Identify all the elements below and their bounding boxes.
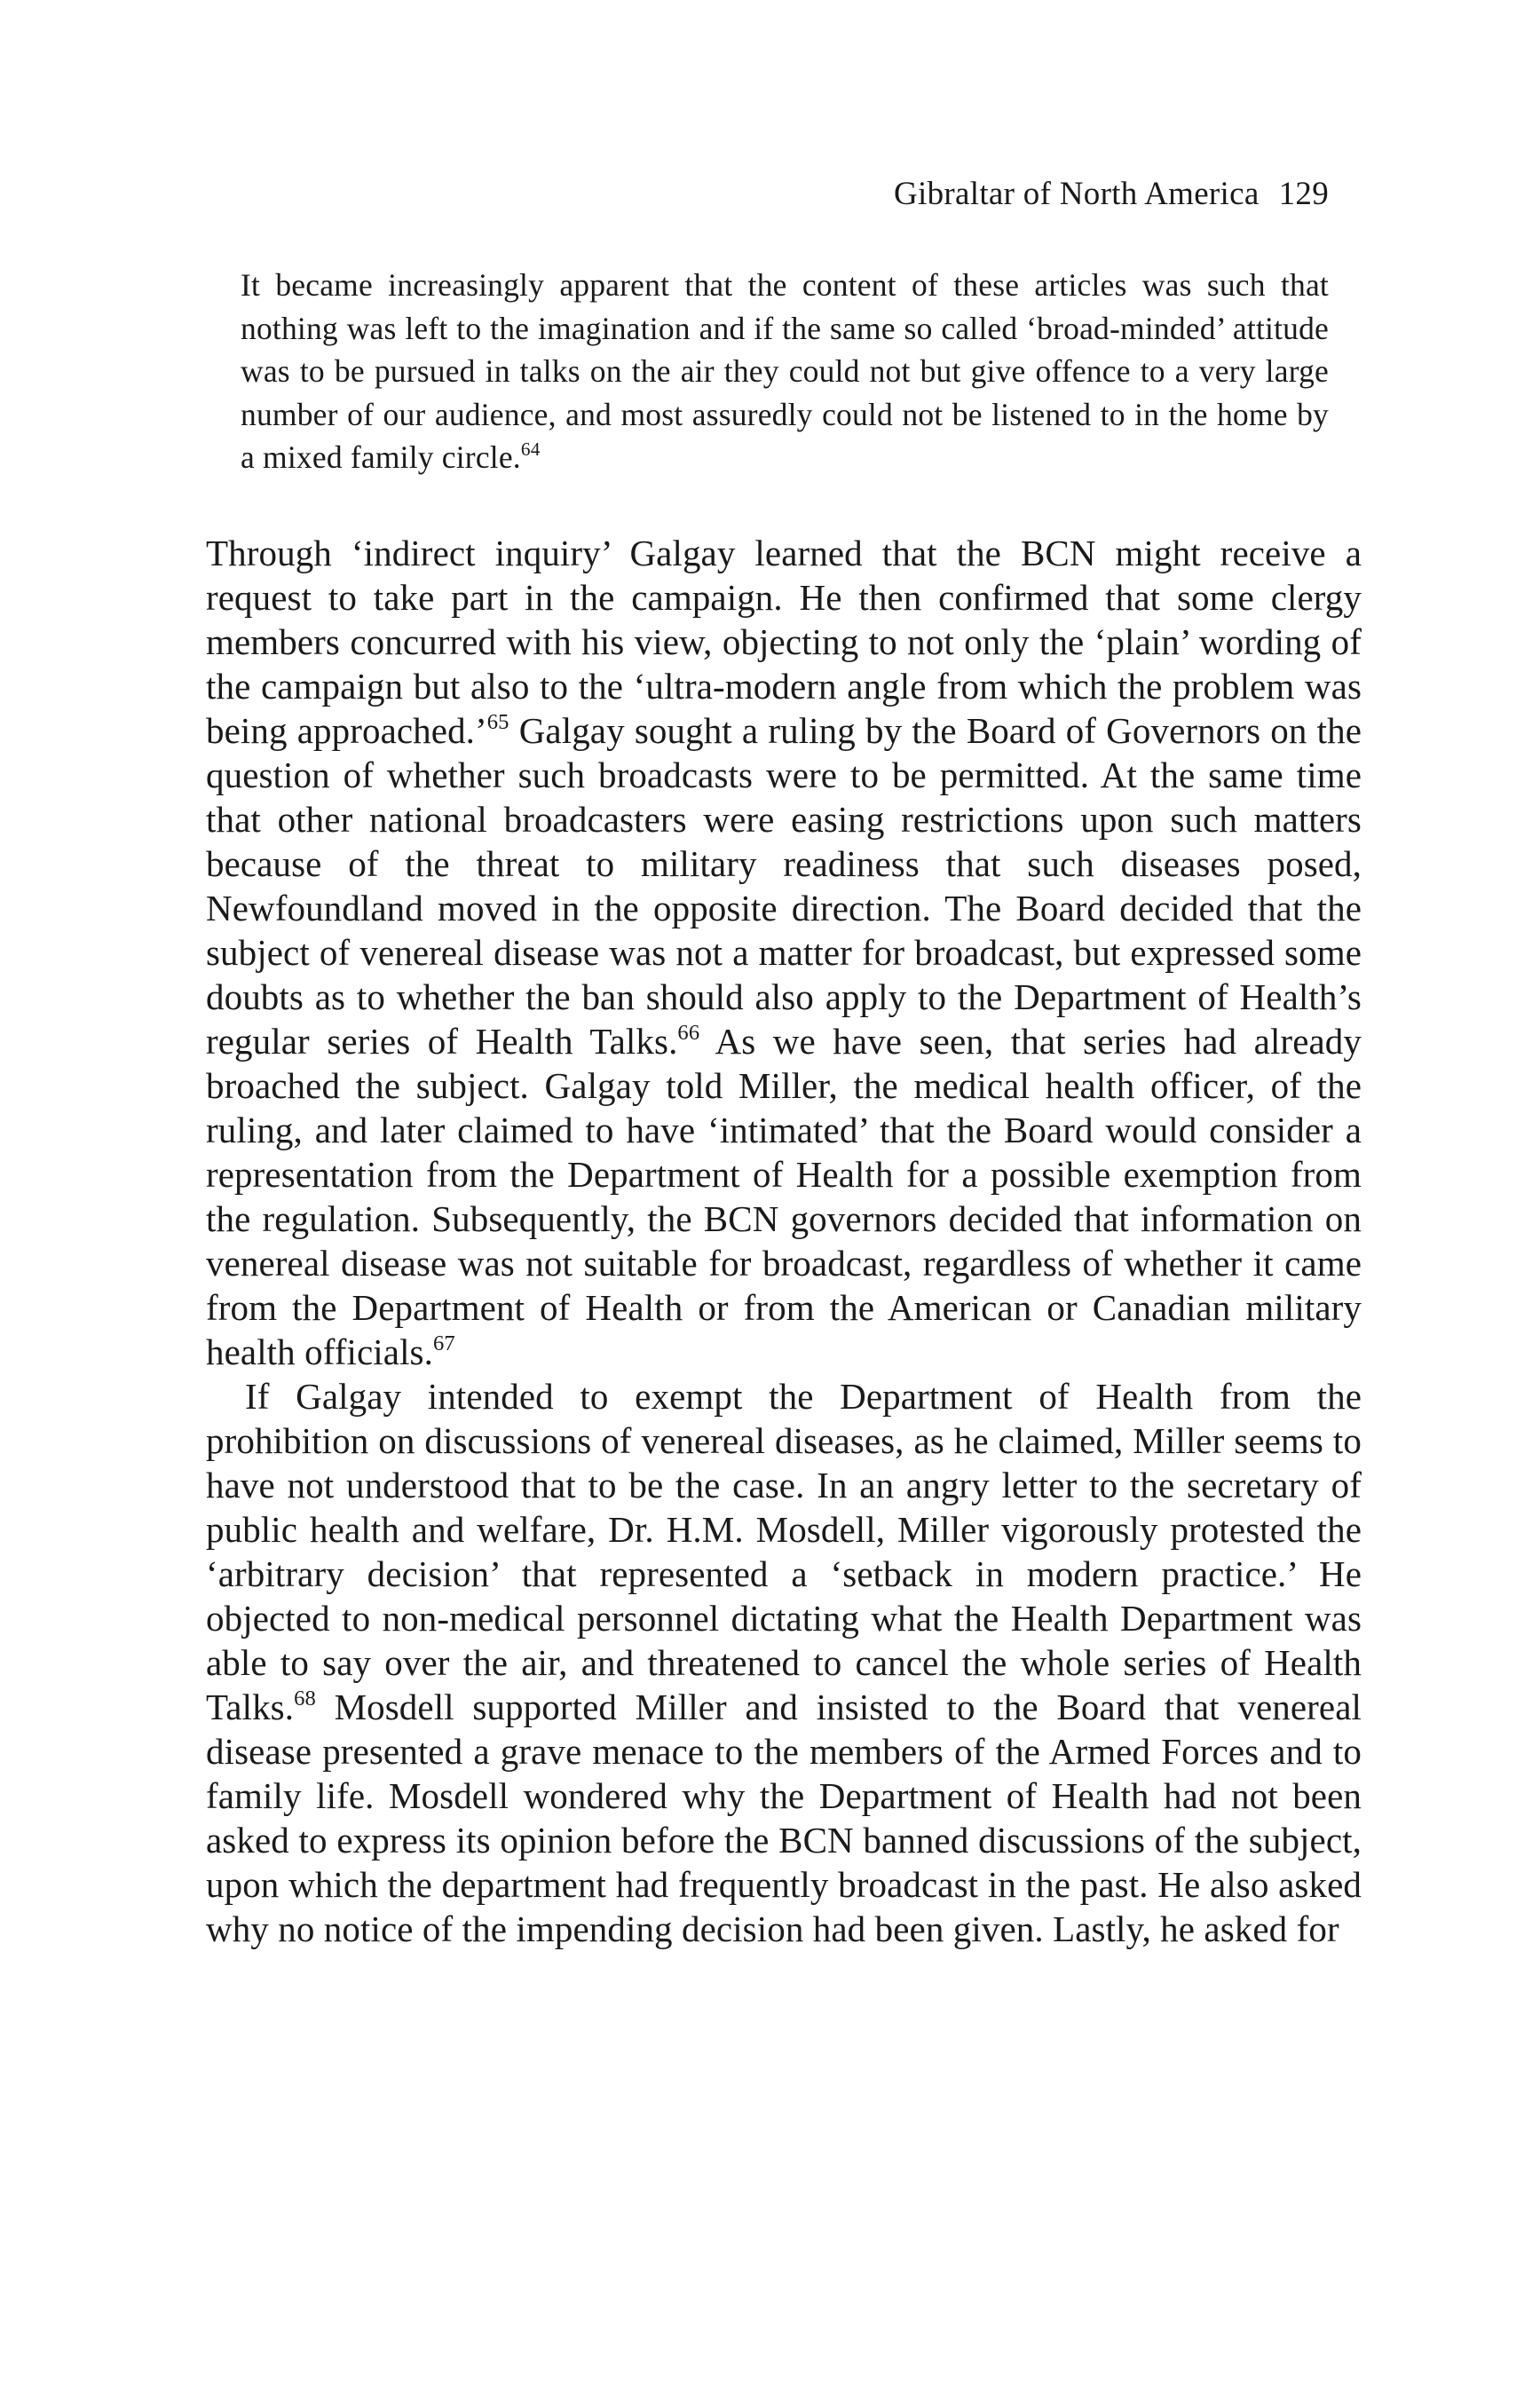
paragraph-text: As we have seen, that series had already broached the subject. Galgay told Miller, the medical health officer, of the ruling, and later claimed to have ‘intimated’ that the Board would consider a representation from the Department of Health for a possible exemption from the regulation. Subsequently, the BCN governors decided that information on venereal disease was not suitable for broadcast, regardless of whether it came from the Department of Health or from the American or Canadian military health officials. [206,1021,1362,1372]
paragraph-text: Galgay sought a ruling by the Board of Governors on the question of whether such broadcasts were to be permitted. At the same time that other national broadcasters were easing restrictions upon such matters because of the threat to military readiness that such diseases posed, Newfoundland moved in the opposite direction. The Board decided that the subject of venereal disease was not a matter for broadcast, but expressed some doubts as to whether the ban should also apply to the Department of Health’s regular series of Health Talks. [206,710,1362,1062]
running-title: Gibraltar of North America [894,176,1260,212]
paragraph-text: Through ‘indirect inquiry’ Galgay learned that the BCN might receive a request to take part in the campaign. He then confirmed that some clergy members concurred with his view, objecting to not only the ‘plain’ wording of the campaign but also to the ‘ultra-modern angle from which the problem was being approached.’ [206,533,1362,751]
block-quote [241,264,1329,479]
footnote-ref: 65 [486,710,509,735]
footnote-ref: 68 [294,1687,316,1711]
footnote-ref: 64 [520,438,541,461]
paragraph-2 [206,1374,1362,1951]
running-head [894,174,1329,215]
paragraph-text: If Galgay intended to exempt the Department of Health from the prohibition on discussions of venereal diseases, as he claimed, Miller seems to have not understood that to be the case. In an angry letter to the secretary of public health and welfare, Dr. H.M. Mosdell, Miller vigorously protested the ‘arbitrary decision’ that represented a ‘setback in modern practice.’ He objected to non-medical personnel dictating what the Health Department was able to say over the air, and threatened to cancel the whole series of Health Talks. [206,1376,1362,1727]
page-number: 129 [1278,176,1329,212]
body-text [206,531,1362,1951]
block-quote-paragraph [241,264,1329,479]
footnote-ref: 66 [677,1021,700,1046]
block-quote-text: It became increasingly apparent that the content of these articles was such that nothing was left to the imagination and if the same so called ‘broad-minded’ attitude was to be pursued in talks on the air they could not but give offence to a very large number of our audience, and most assuredly could not be listened to in the home by a mixed family circle. [241,267,1329,476]
footnote-ref: 67 [432,1331,455,1356]
paragraph-text: Mosdell supported Miller and insisted to the Board that venereal disease presented a grave menace to the members of the Armed Forces and to family life. Mosdell wondered why the Department of Health had not been asked to express its opinion before the BCN banned discussions of the subject, upon which the department had frequently broadcast in the past. He also asked why no notice of the impending decision had been given. Lastly, he asked for [206,1687,1362,1949]
paragraph-1 [206,531,1362,1374]
